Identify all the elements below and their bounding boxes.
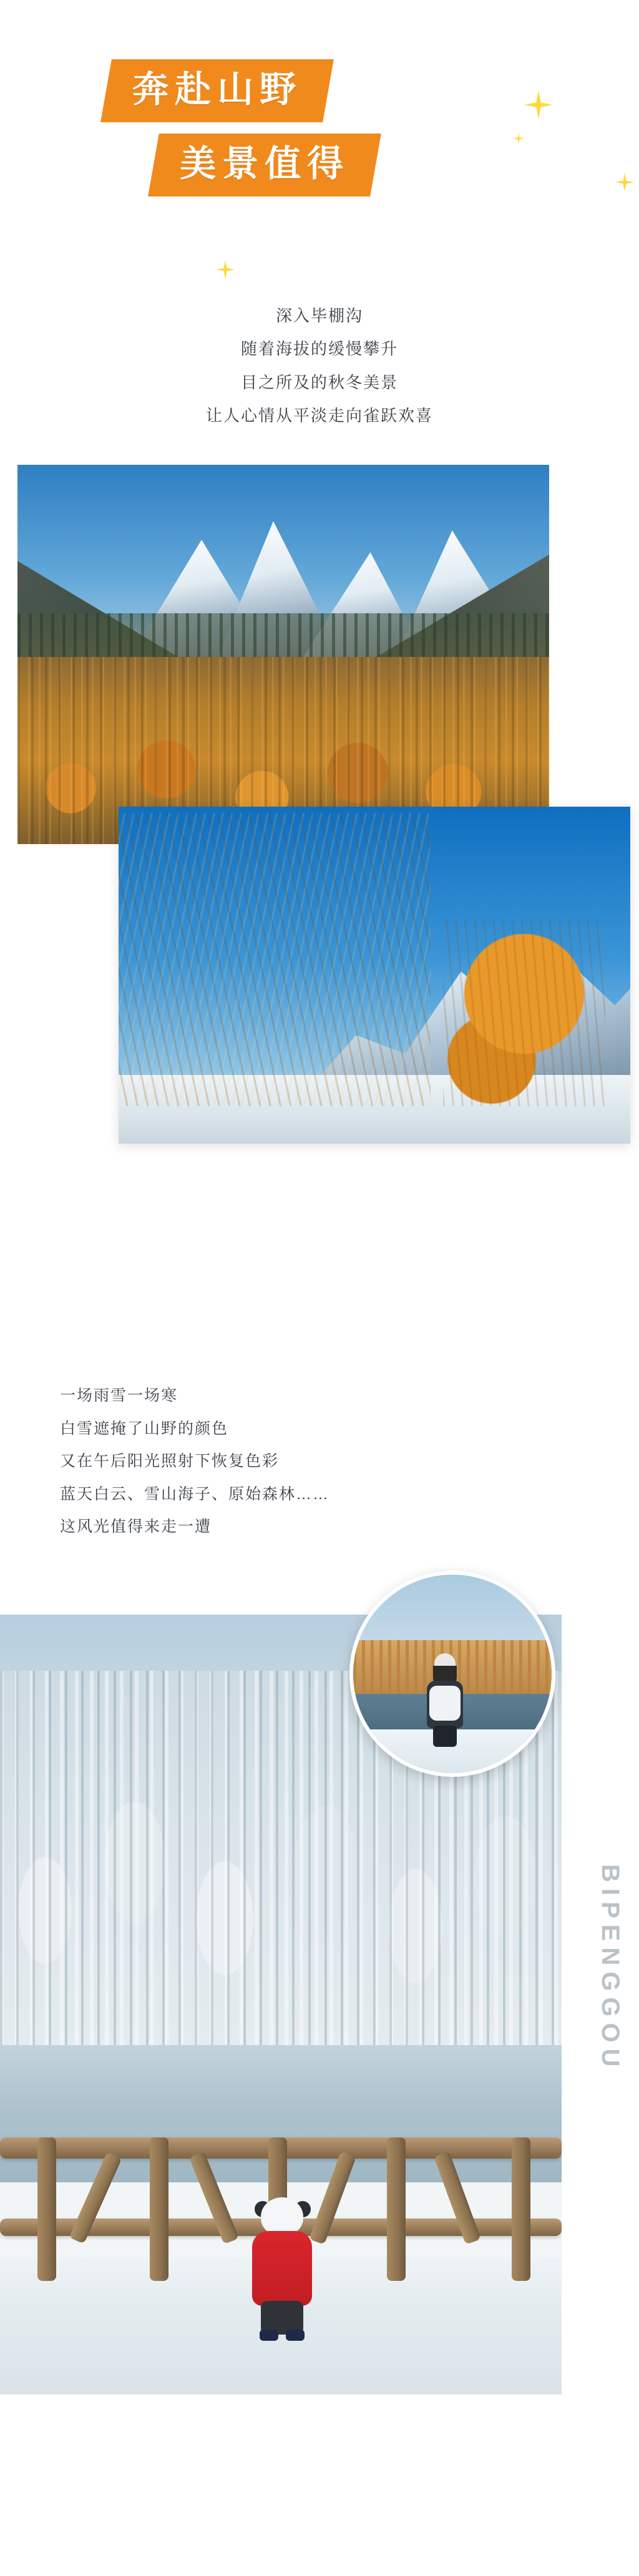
title-line-1-text: 奔赴山野 — [132, 69, 303, 110]
photo-circle-traveler — [349, 1571, 555, 1777]
intro-line: 深入毕棚沟 — [275, 306, 363, 325]
fence-post — [150, 2137, 168, 2281]
sparkle-icon — [615, 173, 634, 192]
body-paragraph — [0, 1356, 639, 1571]
fence-post — [512, 2137, 530, 2281]
backpack — [429, 1686, 461, 1721]
larch-tree — [443, 919, 605, 1106]
boot — [260, 2330, 278, 2341]
child-figure — [245, 2197, 320, 2341]
photo-collage-bottom — [0, 1571, 639, 2419]
body-line: 蓝天白云、雪山海子、原始森林…… — [60, 1485, 330, 1503]
boot — [286, 2330, 305, 2341]
sparkle-icon — [513, 133, 524, 144]
title-line-2-text: 美景值得 — [180, 143, 350, 184]
traveler-figure — [421, 1653, 469, 1747]
title-banner-line-1 — [100, 59, 334, 122]
body-line: 这风光值得来走一遭 — [60, 1518, 212, 1536]
fence-post — [387, 2137, 406, 2281]
intro-line: 随着海拔的缓慢攀升 — [240, 339, 398, 359]
sparkle-icon — [524, 90, 553, 119]
intro-line: 目之所及的秋冬美景 — [240, 372, 398, 392]
body-line: 白雪遮掩了山野的颜色 — [60, 1419, 229, 1437]
larch-tree — [119, 813, 431, 1106]
photo-valley-autumn — [17, 465, 549, 844]
fence-post — [37, 2137, 56, 2281]
intro-paragraph — [0, 293, 639, 457]
intro-line: 让人心情从平淡走向雀跃欢喜 — [205, 406, 433, 425]
body-line: 一场雨雪一场寒 — [60, 1387, 178, 1405]
body-line: 又在午后阳光照射下恢复色彩 — [60, 1452, 280, 1470]
photo-larch-snowpeak — [119, 807, 630, 1144]
header-banner — [0, 0, 639, 293]
title-group — [94, 59, 555, 246]
red-coat — [252, 2231, 312, 2306]
side-vertical-text: BIPENGGOU — [597, 1864, 624, 2073]
title-banner-line-2 — [148, 134, 381, 197]
sparkle-icon — [216, 260, 235, 279]
photo-collage-top — [0, 457, 639, 1356]
legs — [433, 1726, 457, 1747]
panda-hat — [261, 2197, 303, 2236]
